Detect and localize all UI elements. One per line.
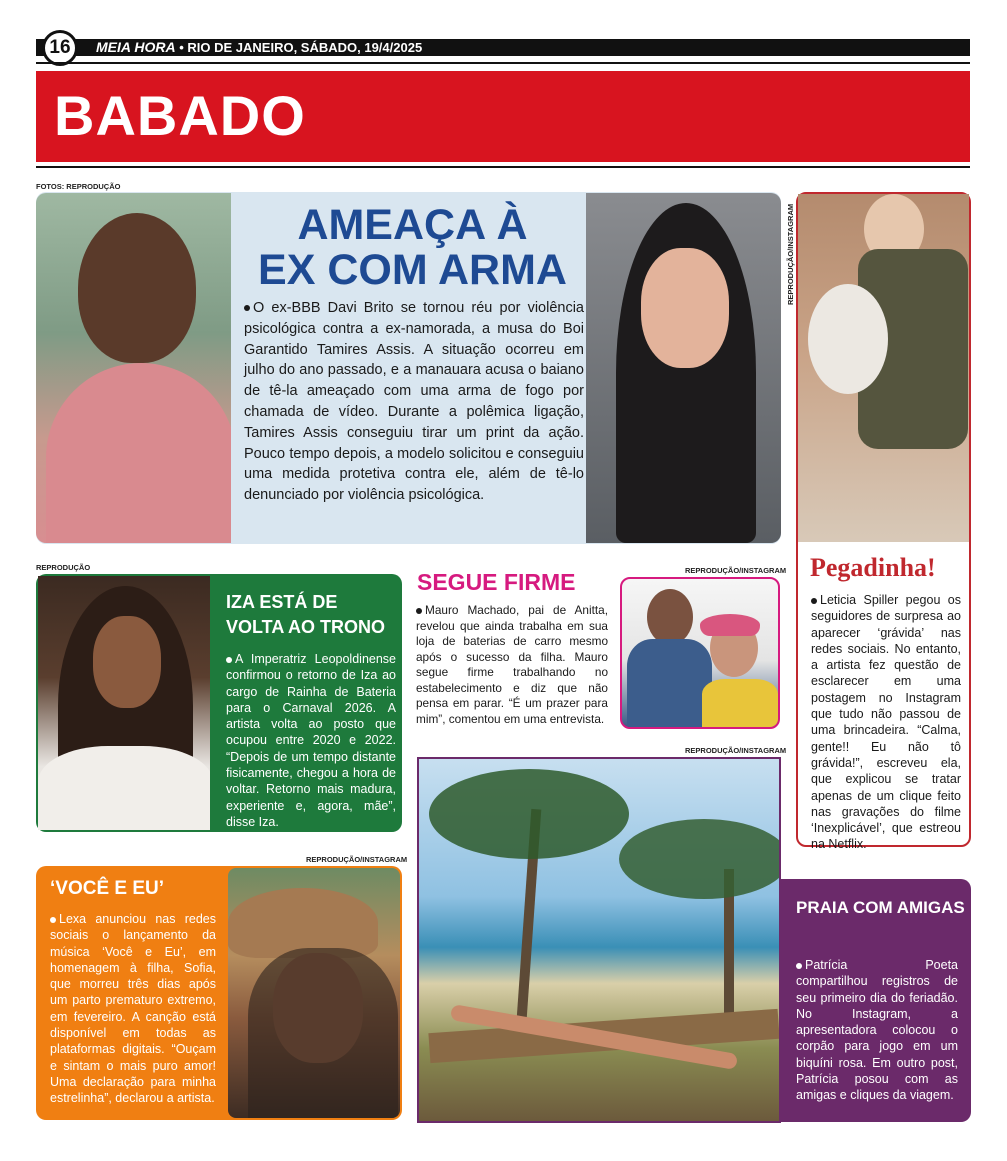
segue-firme-body: Mauro Machado, pai de Anitta, revelou que ainda trabalha em sua loja de baterias de carro mesmo após o sucesso da filha. Mauro segue firme trabalhando no estabelecimento e diz que não pensa em parar. “É um prazer para mim”, comentou em uma entrevista. [416,603,608,726]
lead-headline [235,203,590,293]
brand-name: MEIA HORA [96,39,176,55]
photo-credit: REPRODUÇÃO/INSTAGRAM [306,855,408,864]
voce-e-eu-title: ‘VOCÊ E EU’ [50,878,165,899]
photo-lexa [228,868,400,1118]
photo-patricia-poeta-beach [417,757,781,1123]
iza-title: IZA ESTÁ DE VOLTA AO TRONO [226,592,385,637]
photo-credit: REPRODUÇÃO/INSTAGRAM [685,746,787,755]
photo-credit: FOTOS: REPRODUÇÃO [36,182,121,191]
page-number: 16 [42,30,78,66]
photo-mauro-anitta [620,577,780,729]
segue-firme-title: SEGUE FIRME [417,569,576,595]
pegadinha-title: Pegadinha! [810,553,936,582]
photo-iza [38,576,210,830]
photo-tamires-assis [586,193,781,543]
photo-leticia-spiller [798,194,969,542]
divider [36,166,970,168]
lead-body: O ex-BBB Davi Brito se tornou réu por violência psicológica contra a ex-namorada, a musa do Boi Garantido Tamires Assis. A situação ocorreu em julho do ano passado, e a manauara acusa o baiano de tê-la ameaçado com uma arma de fogo por chamada de vídeo. Durante a polêmica ligação, Tamires Assis conseguiu tirar um print da ação. Pouco tempo depois, a modelo solicitou e conseguiu uma medida protetiva contra ele, além de tê-lo denunciado por violência psicológica. [244,298,584,506]
photo-credit: REPRODUÇÃO/INSTAGRAM [786,203,795,305]
photo-credit: REPRODUÇÃO/INSTAGRAM [685,566,787,575]
photo-davi-brito [36,193,231,543]
praia-com-amigas-title: PRAIA COM AMIGAS [796,898,965,917]
voce-e-eu-body: Lexa anunciou nas redes sociais o lançamento da música ‘Você e Eu’, em homenagem à filha, Sofia, que morreu três dias após um parto prematuro extremo, em fevereiro. A canção está disponível em todas as plataformas digitais. “Ouçam e sintam o mais puro amor! Uma declaração para minha estrelinha”, declarou a artista. [50,912,216,1106]
photo-credit: REPRODUÇÃO [36,563,91,572]
masthead [96,40,422,55]
dateline: • RIO DE JANEIRO, SÁBADO, 19/4/2025 [179,40,423,55]
section-title: BABADO [54,84,306,147]
iza-body: A Imperatriz Leopoldinense confirmou o retorno de Iza ao cargo de Rainha de Bateria para o Carnaval 2026. A artista volta ao posto que ocupou entre 2020 e 2022. “Depois de um tempo distante fisicamente, chegou a hora de voltar. Retorno mais madura, experiente e, agora, mãe”, disse Iza. [226,652,396,829]
divider [36,62,970,64]
praia-com-amigas-body: Patrícia Poeta compartilhou registros de seu primeiro dia do feriadão. No Instagram, a apresentadora colocou o corpão para jogo em um biquíni rosa. Em outro post, Patrícia posou com as amigas e cliques da viagem. [796,958,958,1103]
pegadinha-body: Leticia Spiller pegou os seguidores de surpresa ao aparecer ‘grávida’ nas redes sociais. No entanto, a artista fez questão de esclarecer em uma postagem no Instagram que tudo não passou de uma brincadeira. “Calma, gente!! Eu não tô grávida!”, escreveu ela, que explicou se tratar apenas de um clique feito nas gravações do filme ‘Inexplicável’, que estreou na Netflix. [811,593,961,852]
headline-line: EX COM ARMA [258,246,567,294]
headline-line: AMEAÇA À [297,201,528,249]
